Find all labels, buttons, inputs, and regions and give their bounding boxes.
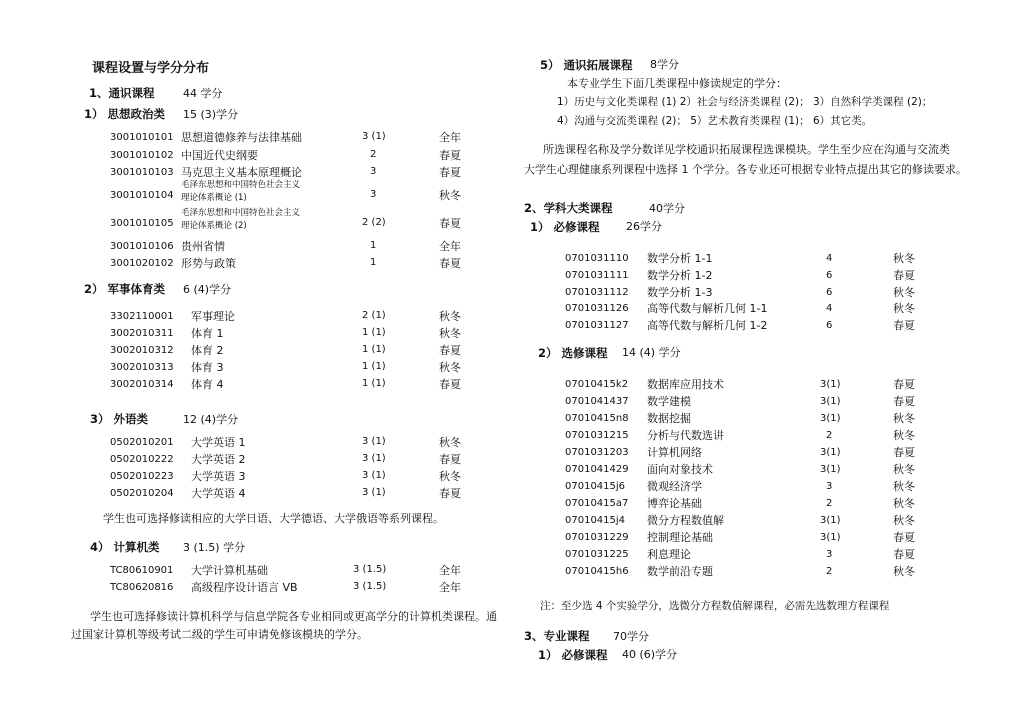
course-credit: 2: [826, 566, 833, 577]
course-credit: 2 (1): [362, 310, 386, 321]
course-name: 高级程序设计语言 VB: [191, 581, 298, 594]
course-name: 数据库应用技术: [647, 378, 724, 391]
foreign-label: 3） 外语类: [90, 412, 149, 426]
course-credit: 2 (2): [362, 217, 386, 228]
course-credit: 3 (1): [362, 436, 386, 447]
course-name: 高等代数与解析几何 1-1: [647, 302, 768, 315]
computer-credits: 3 (1.5) 学分: [183, 541, 246, 554]
course-term: 秋冬: [439, 361, 461, 374]
course-code: 3001010101: [110, 132, 174, 143]
course-code: 0502010204: [110, 488, 174, 499]
section-major-label: 3、专业课程: [524, 629, 590, 643]
course-term: 全年: [439, 564, 461, 577]
course-credit: 1: [370, 240, 377, 251]
section-general-label: 1、通识课程: [89, 86, 155, 100]
course-code: 3002010311: [110, 328, 174, 339]
course-credit: 1 (1): [362, 344, 386, 355]
course-term: 秋冬: [893, 286, 915, 299]
course-code: 3001010103: [110, 167, 174, 178]
military-credits: 6 (4)学分: [183, 283, 232, 296]
section-general-credits: 44 学分: [183, 87, 223, 100]
course-term: 春夏: [439, 378, 461, 391]
course-credit: 3 (1): [362, 453, 386, 464]
course-name: 形势与政策: [181, 257, 236, 270]
course-credit: 1 (1): [362, 327, 386, 338]
course-term: 秋冬: [893, 463, 915, 476]
course-name: 控制理论基础: [647, 531, 713, 544]
course-code: 3001010102: [110, 150, 174, 161]
course-term: 春夏: [893, 446, 915, 459]
course-code: 07010415k2: [565, 379, 629, 390]
course-credit: 3(1): [820, 413, 841, 424]
course-name: 高等代数与解析几何 1-2: [647, 319, 768, 332]
politics-label: 1） 思想政治类: [84, 107, 166, 121]
foreign-credits: 12 (4)学分: [183, 413, 239, 426]
course-name: 体育 4: [191, 378, 224, 391]
course-code: 0502010222: [110, 454, 174, 465]
required-credits: 26学分: [626, 220, 662, 233]
course-code: 0701041437: [565, 396, 629, 407]
course-code: 0701031110: [565, 253, 629, 264]
course-name: 大学英语 4: [191, 487, 246, 500]
course-code: 07010415j6: [565, 481, 626, 492]
course-code: 3002010312: [110, 345, 174, 356]
course-credit: 2: [370, 149, 377, 160]
foreign-note: 学生也可选择修读相应的大学日语、大学德语、大学俄语等系列课程。: [103, 512, 444, 525]
course-term: 春夏: [893, 395, 915, 408]
course-credit: 3 (1.5): [353, 581, 387, 592]
course-code: 3001010105: [110, 218, 174, 229]
course-name: 数据挖掘: [647, 412, 691, 425]
course-term: 秋冬: [439, 310, 461, 323]
politics-credits: 15 (3)学分: [183, 108, 239, 121]
course-credit: 2: [826, 430, 833, 441]
course-term: 春夏: [439, 149, 461, 162]
page-title: 课程设置与学分分布: [92, 61, 210, 76]
course-term: 春夏: [893, 269, 915, 282]
required-label: 1） 必修课程: [530, 220, 600, 234]
course-code: 0502010201: [110, 437, 174, 448]
major-required-credits: 40 (6)学分: [622, 648, 678, 661]
course-credit: 3(1): [820, 396, 841, 407]
course-term: 春夏: [439, 257, 461, 270]
course-code: 07010415a7: [565, 498, 629, 509]
elective-note: 注：至少选 4 个实验学分，选微分方程数值解课程，必需先选数理方程课程: [540, 600, 890, 612]
course-credit: 3: [370, 189, 377, 200]
course-name-line1: 毛泽东思想和中国特色社会主义: [181, 208, 301, 218]
course-code: 3001010104: [110, 190, 174, 201]
course-name: 利息理论: [647, 548, 691, 561]
course-term: 秋冬: [893, 412, 915, 425]
course-credit: 3 (1): [362, 470, 386, 481]
course-name: 大学英语 3: [191, 470, 246, 483]
course-credit: 3 (1): [362, 487, 386, 498]
course-credit: 3: [370, 166, 377, 177]
course-name: 博弈论基础: [647, 497, 702, 510]
course-term: 秋冬: [439, 436, 461, 449]
course-code: 3002010314: [110, 379, 174, 390]
course-code: 3302110001: [110, 311, 174, 322]
computer-note-line2: 过国家计算机等级考试二级的学生可申请免修该模块的学分。: [71, 628, 368, 641]
course-name: 大学英语 2: [191, 453, 246, 466]
course-code: TC80620816: [110, 582, 174, 593]
computer-note-line1: 学生也可选择修读计算机科学与信息学院各专业相同或更高学分的计算机类课程。通: [90, 610, 497, 623]
course-term: 春夏: [893, 378, 915, 391]
course-credit: 3(1): [820, 515, 841, 526]
course-code: 0701031215: [565, 430, 629, 441]
course-credit: 6: [826, 287, 833, 298]
course-name: 思想道德修养与法律基础: [181, 131, 302, 144]
course-code: 3002010313: [110, 362, 174, 373]
course-code: 07010415j4: [565, 515, 626, 526]
course-term: 秋冬: [439, 189, 461, 202]
course-term: 春夏: [439, 487, 461, 500]
expand-para-line2: 大学生心理健康系列课程中选择 1 个学分。各专业还可根据专业特点提出其它的修读要求。: [524, 163, 967, 176]
course-credit: 3(1): [820, 447, 841, 458]
expand-categories-line1: 1）历史与文化类课程 (1) 2）社会与经济类课程 (2)； 3）自然科学类课程 (2)；: [557, 96, 933, 108]
course-term: 全年: [439, 581, 461, 594]
course-name: 体育 1: [191, 327, 224, 340]
course-term: 秋冬: [893, 514, 915, 527]
course-term: 秋冬: [439, 470, 461, 483]
course-term: 秋冬: [893, 302, 915, 315]
course-code: TC80610901: [110, 565, 174, 576]
course-term: 秋冬: [893, 565, 915, 578]
expand-credits: 8学分: [650, 58, 679, 71]
course-code: 07010415h6: [565, 566, 629, 577]
course-credit: 1 (1): [362, 378, 386, 389]
course-name: 数学前沿专题: [647, 565, 713, 578]
course-credit: 1: [370, 257, 377, 268]
expand-categories-line2: 4）沟通与交流类课程 (2)； 5）艺术教育类课程 (1)； 6）其它类。: [557, 115, 873, 127]
course-name-line2: 理论体系概论 (2): [181, 221, 247, 231]
course-credit: 3: [826, 481, 833, 492]
course-code: 3001010106: [110, 241, 174, 252]
course-term: 春夏: [439, 453, 461, 466]
course-name: 数学分析 1-3: [647, 286, 713, 299]
course-code: 0701031112: [565, 287, 629, 298]
course-name: 微观经济学: [647, 480, 702, 493]
expand-intro: 本专业学生下面几类课程中修读规定的学分：: [567, 77, 787, 90]
section-discipline-credits: 40学分: [649, 202, 685, 215]
course-code: 0701031229: [565, 532, 629, 543]
course-code: 0502010223: [110, 471, 174, 482]
course-name: 数学建模: [647, 395, 691, 408]
course-term: 全年: [439, 240, 461, 253]
course-credit: 3 (1): [362, 131, 386, 142]
major-required-label: 1） 必修课程: [538, 648, 608, 662]
course-term: 秋冬: [893, 497, 915, 510]
course-credit: 3(1): [820, 379, 841, 390]
course-credit: 3(1): [820, 464, 841, 475]
course-code: 0701031111: [565, 270, 629, 281]
course-name: 中国近代史纲要: [181, 149, 258, 162]
section-discipline-label: 2、学科大类课程: [524, 201, 613, 215]
course-name-line2: 理论体系概论 (1): [181, 193, 247, 203]
elective-label: 2） 选修课程: [538, 346, 608, 360]
course-credit: 3: [826, 549, 833, 560]
course-credit: 2: [826, 498, 833, 509]
course-credit: 6: [826, 320, 833, 331]
course-term: 春夏: [439, 344, 461, 357]
course-name: 计算机网络: [647, 446, 702, 459]
course-code: 0701031203: [565, 447, 629, 458]
elective-credits: 14 (4) 学分: [622, 346, 681, 359]
course-term: 春夏: [893, 319, 915, 332]
course-name: 体育 2: [191, 344, 224, 357]
course-code: 0701031225: [565, 549, 629, 560]
course-code: 07010415n8: [565, 413, 629, 424]
course-name: 马克思主义基本原理概论: [181, 166, 302, 179]
course-term: 春夏: [893, 548, 915, 561]
section-major-credits: 70学分: [613, 630, 649, 643]
course-credit: 4: [826, 253, 833, 264]
course-term: 秋冬: [893, 429, 915, 442]
course-credit: 1 (1): [362, 361, 386, 372]
computer-label: 4） 计算机类: [90, 540, 160, 554]
course-name: 贵州省情: [181, 240, 225, 253]
course-name: 大学英语 1: [191, 436, 246, 449]
course-term: 全年: [439, 131, 461, 144]
course-credit: 3(1): [820, 532, 841, 543]
course-code: 0701031126: [565, 303, 629, 314]
course-name-line1: 毛泽东思想和中国特色社会主义: [181, 180, 301, 190]
course-credit: 6: [826, 270, 833, 281]
course-name: 数学分析 1-1: [647, 252, 713, 265]
course-code: 3001020102: [110, 258, 174, 269]
course-name: 军事理论: [191, 310, 235, 323]
course-name: 面向对象技术: [647, 463, 713, 476]
course-term: 秋冬: [893, 252, 915, 265]
course-name: 数学分析 1-2: [647, 269, 713, 282]
course-code: 0701031127: [565, 320, 629, 331]
course-code: 0701041429: [565, 464, 629, 475]
course-name: 体育 3: [191, 361, 224, 374]
course-credit: 4: [826, 303, 833, 314]
expand-para-line1: 所选课程名称及学分数详见学校通识拓展课程选课模块。学生至少应在沟通与交流类: [543, 143, 950, 156]
course-term: 春夏: [439, 217, 461, 230]
military-label: 2） 军事体育类: [84, 282, 166, 296]
course-term: 秋冬: [893, 480, 915, 493]
course-name: 微分方程数值解: [647, 514, 724, 527]
course-name: 大学计算机基础: [191, 564, 268, 577]
course-term: 秋冬: [439, 327, 461, 340]
course-name: 分析与代数选讲: [647, 429, 724, 442]
course-term: 春夏: [439, 166, 461, 179]
course-credit: 3 (1.5): [353, 564, 387, 575]
expand-label: 5） 通识拓展课程: [540, 58, 633, 72]
course-term: 春夏: [893, 531, 915, 544]
